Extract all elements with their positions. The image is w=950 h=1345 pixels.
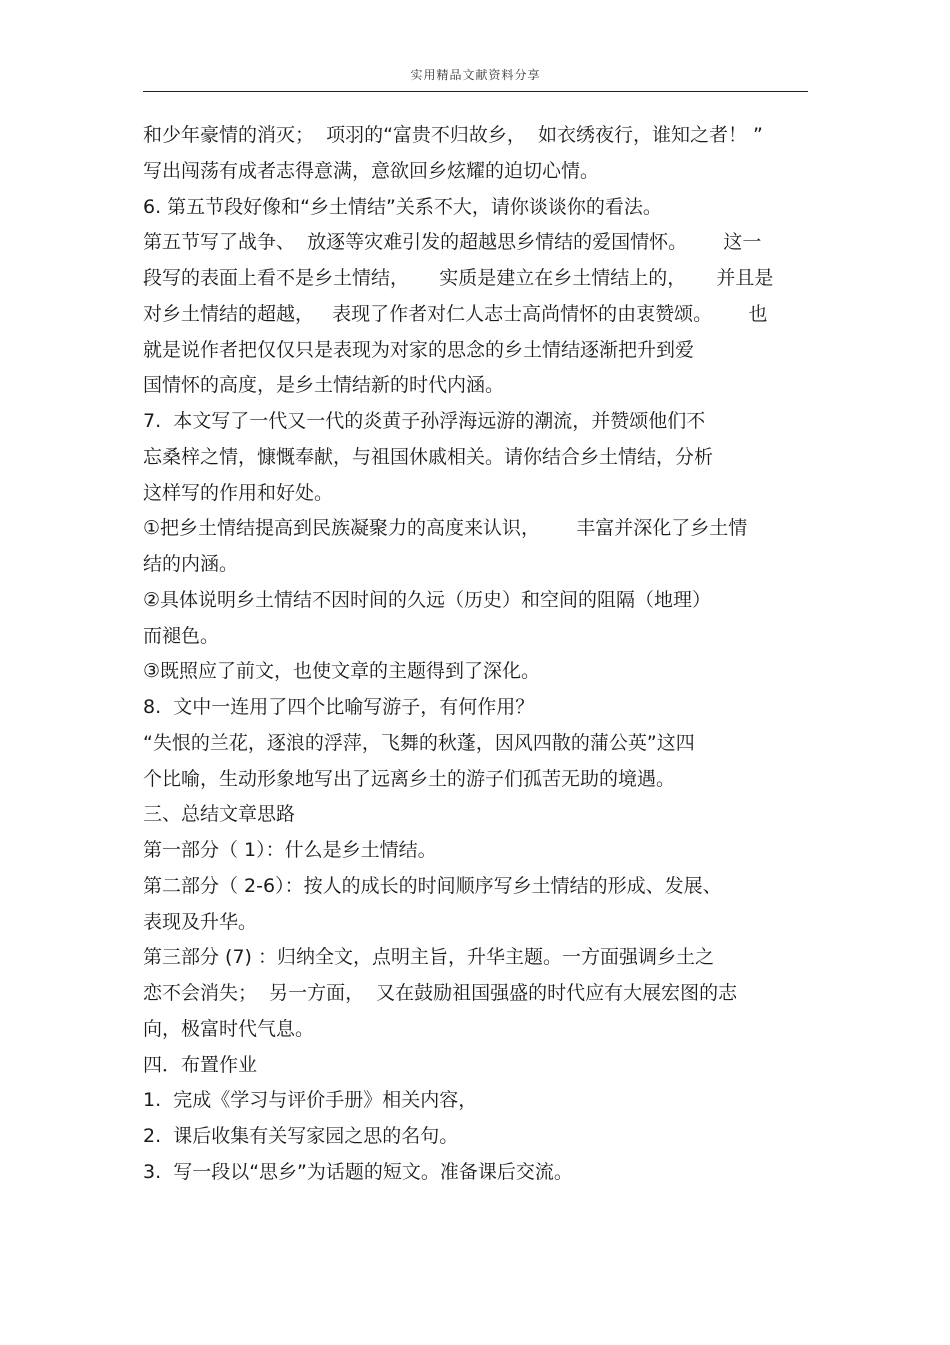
text-line: 对乡土情结的超越， 表现了作者对仁人志士高尚情怀的由衷赞颂。 也 xyxy=(143,302,768,325)
text-line: 3. 写一段以“思乡”为话题的短文。准备课后交流。 xyxy=(143,1160,573,1183)
text-line: 恋不会消失； 另一方面， 又在鼓励祖国强盛的时代应有大展宏图的志 xyxy=(143,982,738,1004)
text-line: 6. 第五节段好像和“乡土情结”关系不大，请你谈谈你的看法。 xyxy=(143,195,662,218)
text-line: 国情怀的高度，是乡土情结新的时代内涵。 xyxy=(143,374,505,397)
text-line: 第三部分 (7) ：归纳全文，点明主旨，升华主题。一方面强调乡土之 xyxy=(143,946,714,969)
text-line: 而褪色。 xyxy=(143,624,220,647)
text-line: 就是说作者把仅仅只是表现为对家的思念的乡土情结逐渐把升到爱 xyxy=(143,338,695,361)
section-heading: 三、总结文章思路 xyxy=(143,803,296,826)
text-line: 向，极富时代气息。 xyxy=(143,1017,315,1040)
text-line: 7. 本文写了一代又一代的炎黄子孙浮海远游的潮流，并赞颂他们不 xyxy=(143,410,706,432)
section-heading: 四．布置作业 xyxy=(143,1053,258,1076)
text-line: 写出闯荡有成者志得意满，意欲回乡炫耀的迫切心情。 xyxy=(143,159,600,182)
page-header: 实用精品文献资料分享 xyxy=(410,68,541,82)
text-line: 第一部分（ 1）：什么是乡土情结。 xyxy=(143,839,437,861)
text-line: ②具体说明乡土情结不因时间的久远（历史）和空间的阻隔（地理） xyxy=(143,588,712,611)
text-line: 这样写的作用和好处。 xyxy=(143,481,334,504)
text-line: 忘桑梓之情，慷慨奉献，与祖国休戚相关。请你结合乡土情结，分析 xyxy=(143,445,714,468)
text-line: 2. 课后收集有关写家园之思的名句。 xyxy=(143,1125,459,1147)
text-line: 个比喻，生动形象地写出了远离乡土的游子们孤苦无助的境遇。 xyxy=(143,767,676,790)
text-line: 第二部分（ 2-6）：按人的成长的时间顺序写乡土情结的形成、发展、 xyxy=(143,874,722,897)
text-line: ①把乡土情结提高到民族凝聚力的高度来认识， 丰富并深化了乡土情 xyxy=(143,517,748,540)
text-line: 8. 文中一连用了四个比喻写游子，有何作用？ xyxy=(143,696,535,718)
text-line: 结的内涵。 xyxy=(143,553,239,575)
text-line: 表现及升华。 xyxy=(143,910,258,933)
document-body xyxy=(143,118,823,1191)
text-line: 段写的表面上看不是乡土情结， 实质是建立在乡土情结上的， 并且是 xyxy=(143,267,774,289)
text-line: 第五节写了战争、 放逐等灾难引发的超越思乡情结的爱国情怀。 这一 xyxy=(143,231,762,254)
text-line: 1. 完成《学习与评价手册》相关内容， xyxy=(143,1089,478,1112)
header-rule xyxy=(143,91,808,92)
text-line: ③既照应了前文，也使文章的主题得到了深化。 xyxy=(143,660,541,683)
text-line: 和少年豪情的消灭； 项羽的“富贵不归故乡， 如衣绣夜行，谁知之者！ ” xyxy=(143,124,763,146)
text-line: “失恨的兰花，逐浪的浮萍，飞舞的秋蓬，因风四散的蒲公英”这四 xyxy=(143,731,695,754)
